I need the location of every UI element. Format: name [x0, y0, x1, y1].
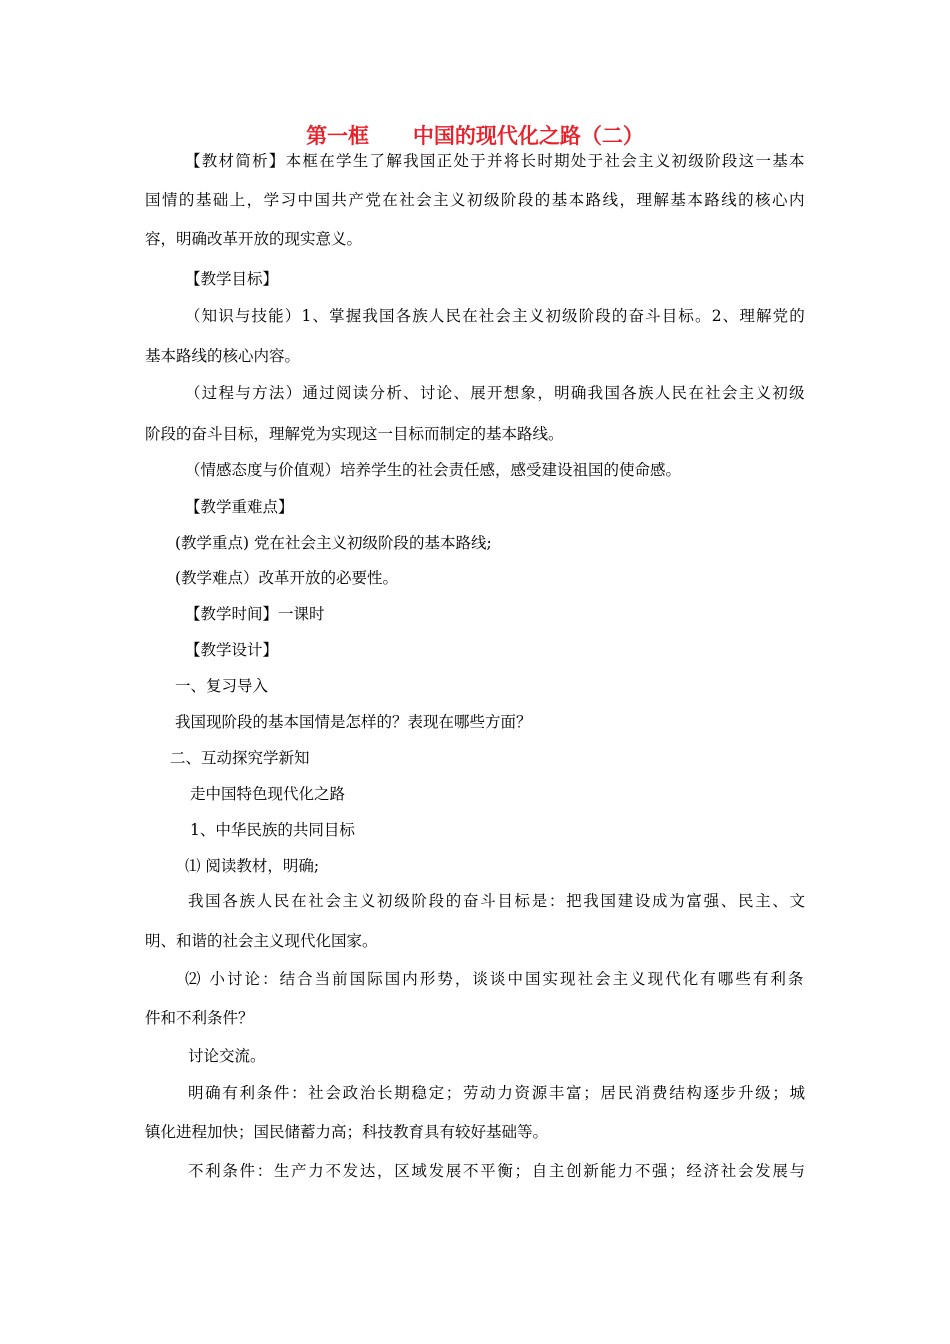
subsection-heading: 一、复习导入	[175, 677, 269, 695]
paragraph-line: ⑵ 小讨论：结合当前国际国内形势，谈谈中国实现社会主义现代化有哪些有利条	[185, 970, 806, 988]
section-heading: 【教学目标】	[185, 270, 279, 288]
paragraph-line: 【教材简析】本框在学生了解我国正处于并将长时期处于社会主义初级阶段这一基本	[185, 152, 806, 170]
paragraph-line: 明、和谐的社会主义现代化国家。	[145, 932, 378, 950]
paragraph-line: (教学难点）改革开放的必要性。	[175, 569, 399, 587]
paragraph-line: （知识与技能）1、掌握我国各族人民在社会主义初级阶段的奋斗目标。2、理解党的	[185, 307, 806, 325]
paragraph-line: 我国现阶段的基本国情是怎样的？表现在哪些方面？	[175, 713, 532, 731]
paragraph-line: 容，明确改革开放的现实意义。	[145, 230, 363, 248]
section-heading: 【教学设计】	[185, 641, 279, 659]
paragraph-line: 件和不利条件？	[145, 1009, 254, 1027]
paragraph-line: 国情的基础上，学习中国共产党在社会主义初级阶段的基本路线，理解基本路线的核心内	[145, 191, 806, 209]
paragraph-line: 我国各族人民在社会主义初级阶段的奋斗目标是：把我国建设成为富强、民主、文	[188, 892, 807, 910]
subsection-heading: 二、互动探究学新知	[170, 749, 310, 767]
paragraph-line: ⑴ 阅读教材，明确;	[185, 857, 320, 875]
paragraph-line: 1、中华民族的共同目标	[190, 821, 355, 839]
section-heading: 【教学重难点】	[185, 498, 294, 516]
paragraph-line: 明确有利条件：社会政治长期稳定；劳动力资源丰富；居民消费结构逐步升级；城	[188, 1084, 807, 1102]
paragraph-line: （情感态度与价值观）培养学生的社会责任感，感受建设祖国的使命感。	[185, 461, 682, 479]
paragraph-line: 基本路线的核心内容。	[145, 347, 301, 365]
section-heading: 【教学时间】一课时	[185, 605, 325, 623]
paragraph-line: 不利条件：生产力不发达，区域发展不平衡；自主创新能力不强；经济社会发展与	[188, 1162, 807, 1180]
document-title: 第一框 中国的现代化之路（二）	[306, 123, 644, 148]
paragraph-line: 阶段的奋斗目标，理解党为实现这一目标而制定的基本路线。	[145, 425, 564, 443]
paragraph-line: 讨论交流。	[188, 1047, 266, 1065]
paragraph-line: （过程与方法）通过阅读分析、讨论、展开想象，明确我国各族人民在社会主义初级	[185, 384, 806, 402]
paragraph-line: 走中国特色现代化之路	[190, 785, 346, 803]
paragraph-line: (教学重点) 党在社会主义初级阶段的基本路线;	[175, 534, 492, 552]
paragraph-line: 镇化进程加快；国民储蓄力高；科技教育具有较好基础等。	[145, 1123, 549, 1141]
